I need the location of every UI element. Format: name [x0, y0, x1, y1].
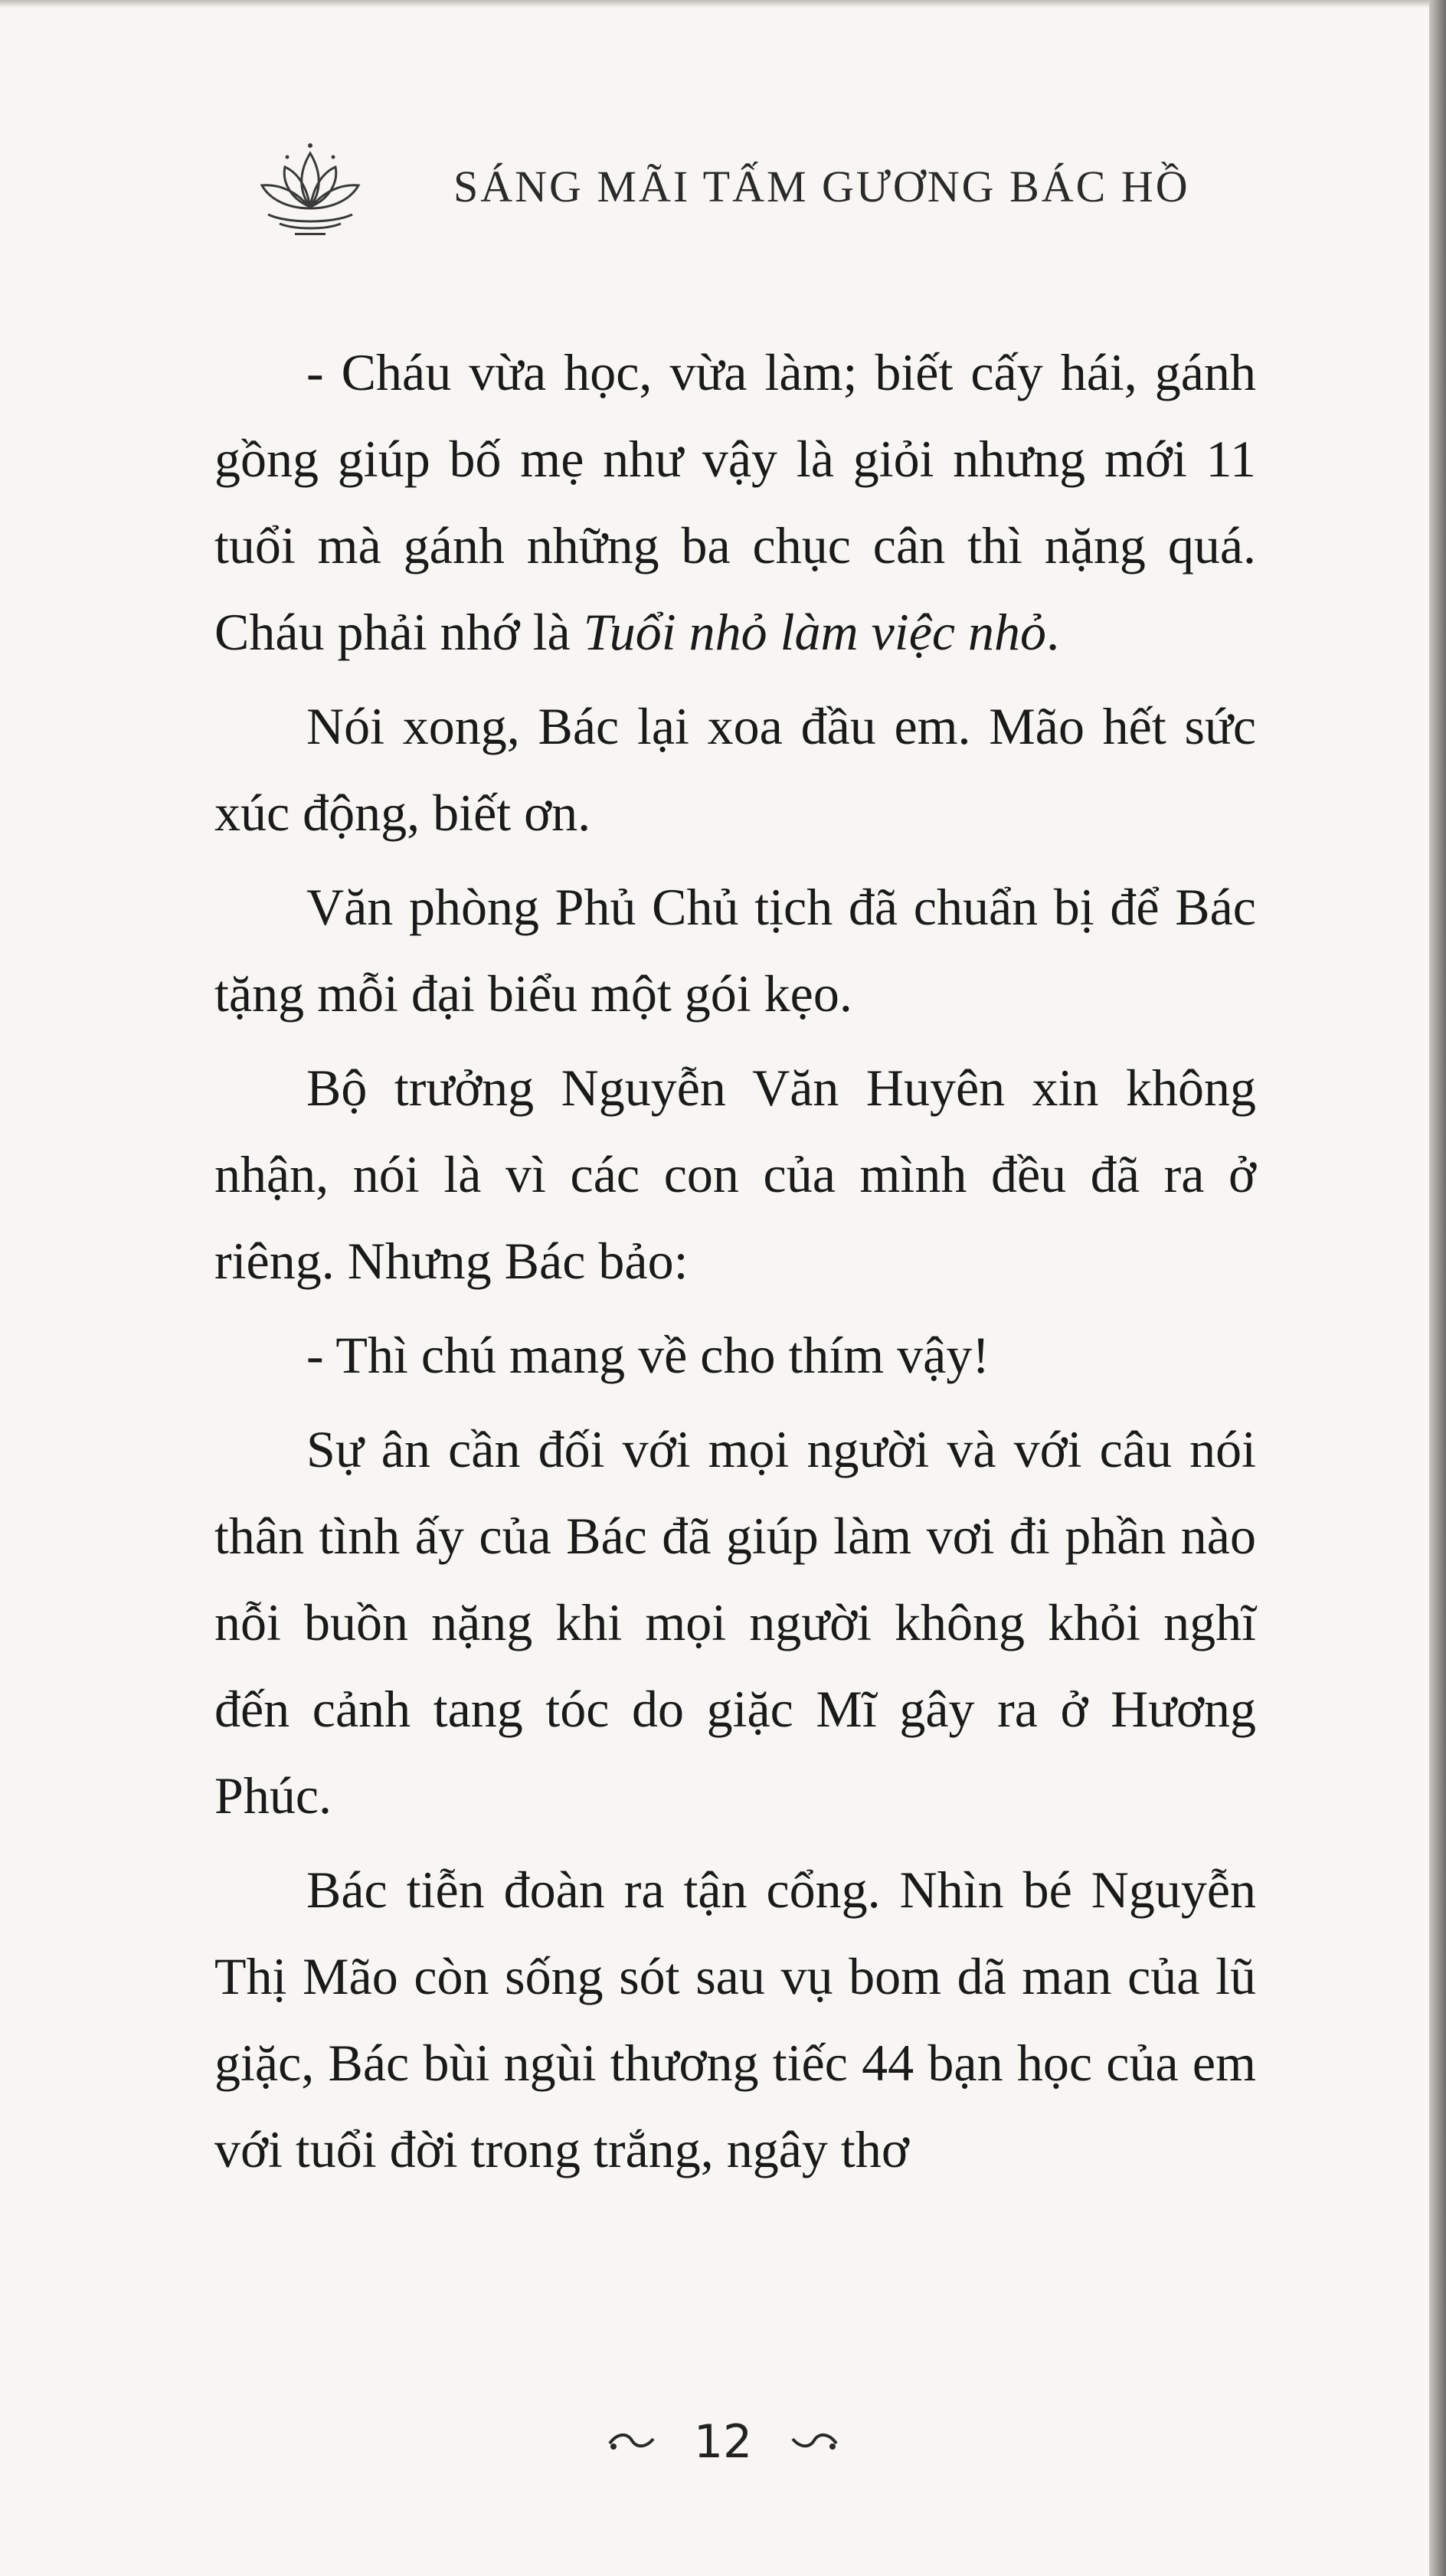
- running-title: SÁNG MÃI TẤM GƯƠNG BÁC HỒ: [453, 162, 1190, 211]
- page-footer: [0, 2413, 1446, 2469]
- page-edge-shadow: [1429, 0, 1446, 2576]
- flourish-right-icon: [787, 2427, 840, 2457]
- italic-phrase: Tuổi nhỏ làm việc nhỏ: [583, 603, 1047, 661]
- page-body: [214, 329, 1256, 2201]
- paragraph: - Thì chú mang về cho thím vậy!: [306, 1326, 990, 1384]
- page-number: 12: [693, 2415, 753, 2470]
- page-top-shadow: [0, 0, 1446, 8]
- paragraph: Văn phòng Phủ Chủ tịch đã chuẩn bị để Bác tặng mỗi đại biểu một gói kẹo.: [214, 878, 1256, 1023]
- paragraph-end: .: [1046, 603, 1060, 661]
- flourish-left-icon: [606, 2427, 659, 2457]
- paragraph: Sự ân cần đối với mọi người và với câu nói thân tình ấy của Bác đã giúp làm vơi đi phần nào nỗi buồn nặng khi mọi người không khỏi nghĩ đến cảnh tang tóc do giặc Mĩ gây ra ở Hương Phúc.: [214, 1420, 1256, 1825]
- lotus-icon: [253, 138, 368, 237]
- running-header: [253, 138, 1325, 230]
- paragraph: Bộ trưởng Nguyễn Văn Huyên xin không nhận, nói là vì các con của mình đều đã ra ở riêng. Nhưng Bác bảo:: [214, 1059, 1256, 1290]
- paragraph: Nói xong, Bác lại xoa đầu em. Mão hết sức xúc động, biết ơn.: [214, 697, 1256, 842]
- paragraph: [214, 329, 1256, 676]
- paragraph: Bác tiễn đoàn ra tận cổng. Nhìn bé Nguyễn Thị Mão còn sống sót sau vụ bom dã man của lũ giặc, Bác bùi ngùi thương tiếc 44 bạn học của em với tuổi đời trong trắng, ngây thơ: [214, 1861, 1256, 2178]
- paragraph-text: - Cháu vừa học, vừa làm; biết cấy hái, gánh gồng giúp bố mẹ như vậy là giỏi nhưng mới 11 tuổi mà gánh những ba chục cân thì nặng quá. Cháu phải nhớ là: [214, 343, 1256, 661]
